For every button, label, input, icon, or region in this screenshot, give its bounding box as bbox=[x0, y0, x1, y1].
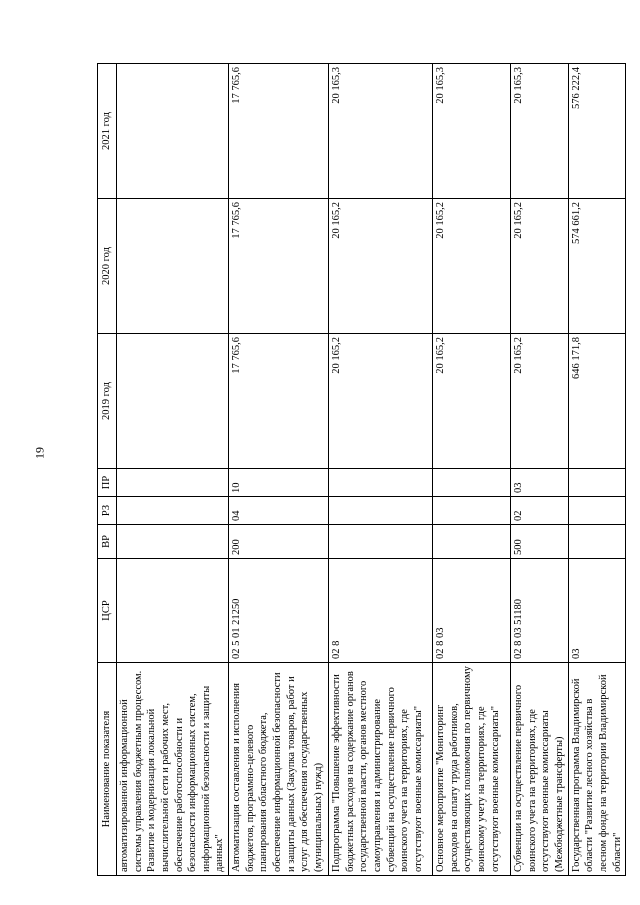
row-csr bbox=[117, 559, 229, 663]
row-vr: 200 bbox=[229, 525, 329, 559]
header-2021: 2021 год bbox=[98, 64, 117, 199]
row-2019: 20 165,2 bbox=[329, 334, 433, 469]
row-2021: 576 222,4 bbox=[568, 64, 626, 199]
header-pr: ПР bbox=[98, 469, 117, 497]
row-csr: 03 bbox=[568, 559, 626, 663]
row-2019 bbox=[117, 334, 229, 469]
row-csr: 02 8 03 51180 bbox=[511, 559, 569, 663]
row-name: Основное мероприятие "Мониторинг расходов на оплату труда работников, осуществляющих полномочия по первичному воинскому учету на территориях, где отсутствуют военные комиссариаты" bbox=[433, 663, 511, 876]
row-name: Субвенции на осуществление первичного воинского учета на территориях, где отсутствуют военные комиссариаты (Межбюджетные трансферты) bbox=[511, 663, 569, 876]
table-row bbox=[329, 64, 433, 876]
header-name: Наименование показателя bbox=[98, 663, 117, 876]
row-pr: 10 bbox=[229, 469, 329, 497]
row-csr: 02 5 01 21250 bbox=[229, 559, 329, 663]
row-csr: 02 8 03 bbox=[433, 559, 511, 663]
row-rz bbox=[433, 497, 511, 525]
row-2019: 20 165,2 bbox=[433, 334, 511, 469]
row-vr bbox=[329, 525, 433, 559]
table-row bbox=[117, 64, 229, 876]
row-rz bbox=[117, 497, 229, 525]
row-2020: 20 165,2 bbox=[329, 199, 433, 334]
row-2019: 646 171,8 bbox=[568, 334, 626, 469]
row-2021 bbox=[117, 64, 229, 199]
header-2019: 2019 год bbox=[98, 334, 117, 469]
row-2019: 20 165,2 bbox=[511, 334, 569, 469]
row-rz bbox=[568, 497, 626, 525]
page-number: 19 bbox=[32, 447, 47, 459]
row-name: автоматизированной информационной системы управления бюджетным процессом. Развитие и модернизация локальной вычислительной сети и рабочих мест, обеспечение работоспособности и безопасности информационных систем, информационной безопасности и защиты данных" bbox=[117, 663, 229, 876]
row-2021: 20 165,3 bbox=[433, 64, 511, 199]
row-2021: 17 765,6 bbox=[229, 64, 329, 199]
row-pr: 03 bbox=[511, 469, 569, 497]
row-rz bbox=[329, 497, 433, 525]
rotated-table-container bbox=[97, 64, 623, 876]
row-pr bbox=[329, 469, 433, 497]
row-2021: 20 165,3 bbox=[511, 64, 569, 199]
row-rz: 04 bbox=[229, 497, 329, 525]
table-row bbox=[433, 64, 511, 876]
table-row bbox=[511, 64, 569, 876]
header-rz: РЗ bbox=[98, 497, 117, 525]
row-2020: 17 765,6 bbox=[229, 199, 329, 334]
row-rz: 02 bbox=[511, 497, 569, 525]
row-2020: 20 165,2 bbox=[511, 199, 569, 334]
header-vr: ВР bbox=[98, 525, 117, 559]
budget-table bbox=[97, 63, 626, 876]
header-csr: ЦСР bbox=[98, 559, 117, 663]
row-2020: 574 661,2 bbox=[568, 199, 626, 334]
row-pr bbox=[433, 469, 511, 497]
table-header-row bbox=[98, 64, 117, 876]
row-vr: 500 bbox=[511, 525, 569, 559]
row-2021: 20 165,3 bbox=[329, 64, 433, 199]
row-2020 bbox=[117, 199, 229, 334]
row-name: Автоматизация составления и исполнения бюджетов, программно-целевого планирования областного бюджета, обеспечение информационной безопасности и защиты данных (Закупка товаров, работ и услуг для обеспечения государственных (муниципальных) нужд) bbox=[229, 663, 329, 876]
row-pr bbox=[568, 469, 626, 497]
row-pr bbox=[117, 469, 229, 497]
row-csr: 02 8 bbox=[329, 559, 433, 663]
row-name: Подпрограмма "Повышение эффективности бюджетных расходов на содержание органов государственной власти, органов местного самоуправления и администрирование субвенций на осуществление первичного воинского учета на территориях, где отсутствуют военные комиссариаты" bbox=[329, 663, 433, 876]
row-vr bbox=[568, 525, 626, 559]
row-vr bbox=[117, 525, 229, 559]
header-2020: 2020 год bbox=[98, 199, 117, 334]
table-row bbox=[229, 64, 329, 876]
table-row bbox=[568, 64, 626, 876]
row-2019: 17 765,6 bbox=[229, 334, 329, 469]
row-2020: 20 165,2 bbox=[433, 199, 511, 334]
row-vr bbox=[433, 525, 511, 559]
row-name: Государственная программа Владимирской области "Развитие лесного хозяйства в лесном фонде на территории Владимирской области" bbox=[568, 663, 626, 876]
